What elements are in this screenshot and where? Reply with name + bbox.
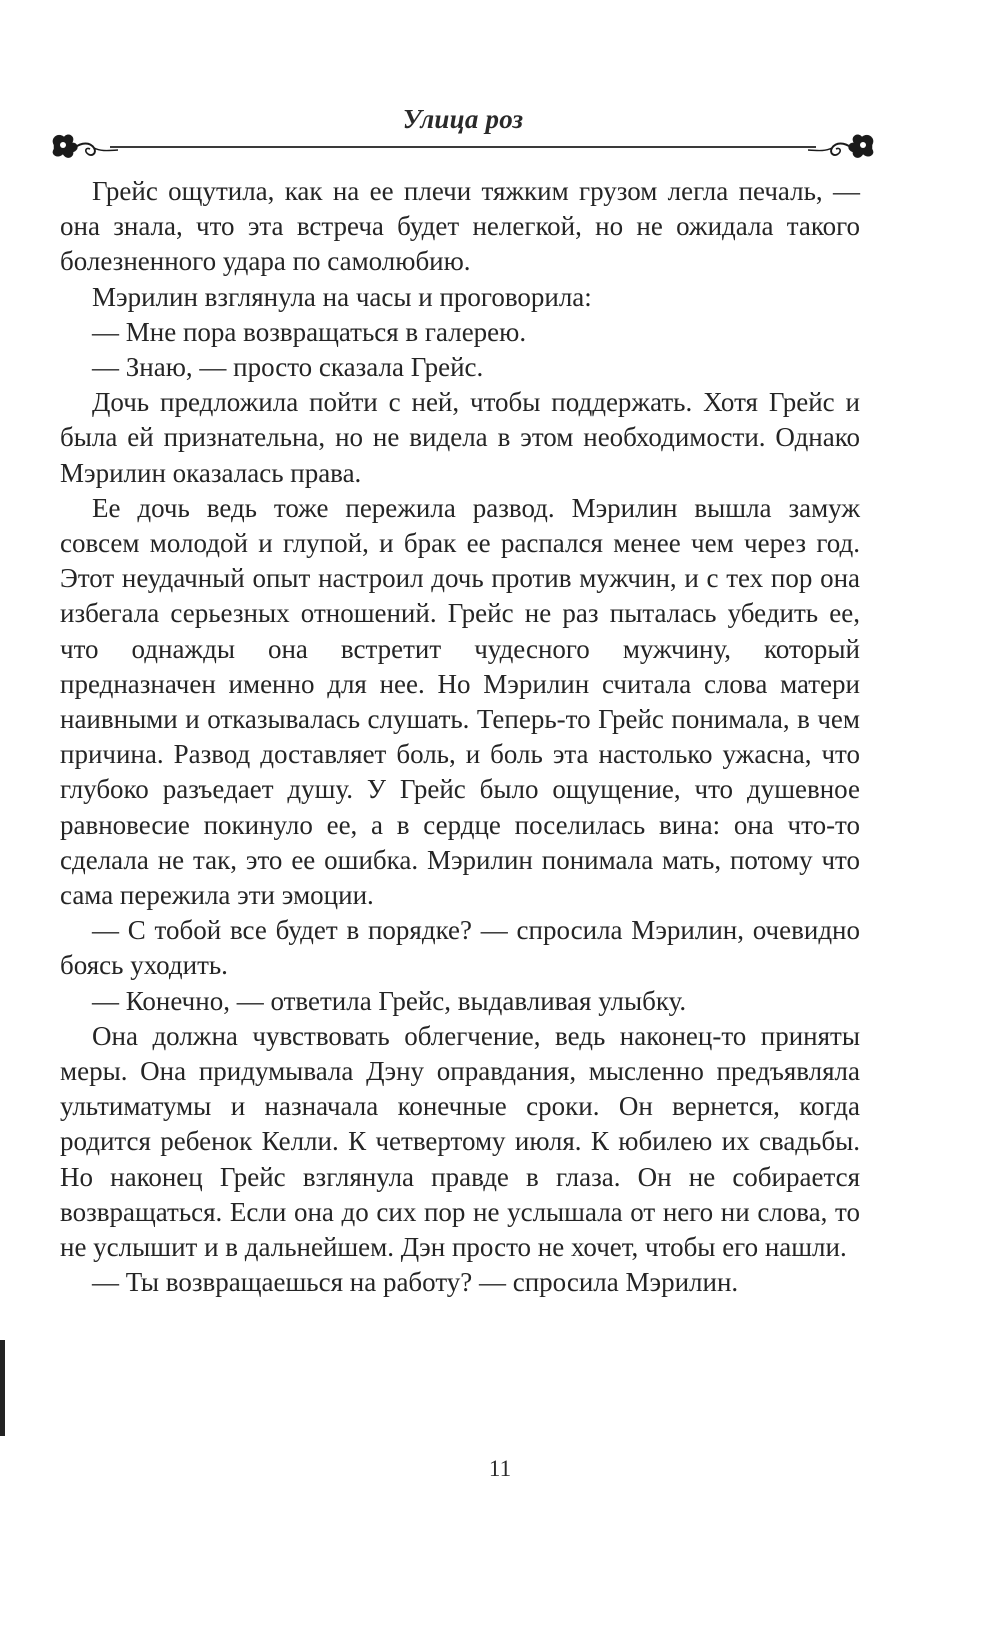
paragraph: Дочь предложила пойти с ней, чтобы поддержать. Хотя Грейс и была ей признательна, но не видела в этом необходимости. Однако Мэрилин оказалась права. [60, 387, 860, 488]
paragraph: Ее дочь ведь тоже пережила развод. Мэрилин вышла замуж совсем молодой и глупой, и брак ее распался менее чем через год. Этот неудачный опыт настроил дочь против мужчин, и с тех пор она избегала серьезных отношений. Грейс не раз пыталась убедить ее, что однажды она встретит чудесного мужчину, который предназначен именно для нее. Но Мэрилин считала слова матери наивными и отказывалась слушать. Теперь-то Грейс понимала, в чем причина. Развод доставляет боль, и боль эта настолько ужасна, что глубоко разъедает душу. У Грейс было ощущение, что душевное равновесие покинуло ее, а в сердце поселилась вина: она что-то сделала не так, это ее ошибка. Мэрилин понимала мать, потому что сама пережила эти эмоции. [60, 492, 860, 911]
paragraph: — Конечно, — ответила Грейс, выдавливая улыбку. [92, 985, 687, 1016]
running-header [48, 98, 878, 168]
floral-flourish-icon [808, 128, 878, 162]
paragraph: — Мне пора возвращаться в галерею. [92, 316, 527, 347]
header-rule [110, 146, 816, 148]
paragraph: — Ты возвращаешься на работу? — спросила Мэрилин. [92, 1267, 739, 1298]
body-text [60, 174, 860, 1301]
paragraph: — С тобой все будет в порядке? — спросила Мэрилин, очевидно боясь уходить. [60, 915, 860, 981]
running-title: Улица роз [402, 104, 524, 134]
page-edge-shadow [0, 1340, 5, 1436]
paragraph: Мэрилин взглянула на часы и проговорила: [92, 281, 592, 312]
page-number: 11 [488, 1456, 512, 1481]
floral-flourish-icon [48, 128, 118, 162]
paragraph: Грейс ощутила, как на ее плечи тяжким грузом легла печаль, — она знала, что эта встреча будет нелегкой, но не ожидала такого болезненного удара по самолюбию. [60, 176, 860, 277]
paragraph: Она должна чувствовать облегчение, ведь наконец-то приняты меры. Она придумывала Дэну оправдания, мысленно предъявляла ультиматумы и назначала конечные сроки. Он вернется, когда родится ребенок Келли. К четвертому июля. К юбилею их свадьбы. Но наконец Грейс взглянула правде в глаза. Он не собирается возвращаться. Если она до сих пор не услышала от него ни слова, то не услышит и в дальнейшем. Дэн просто не хочет, чтобы его нашли. [60, 1020, 860, 1263]
paragraph: — Знаю, — просто сказала Грейс. [92, 352, 484, 383]
